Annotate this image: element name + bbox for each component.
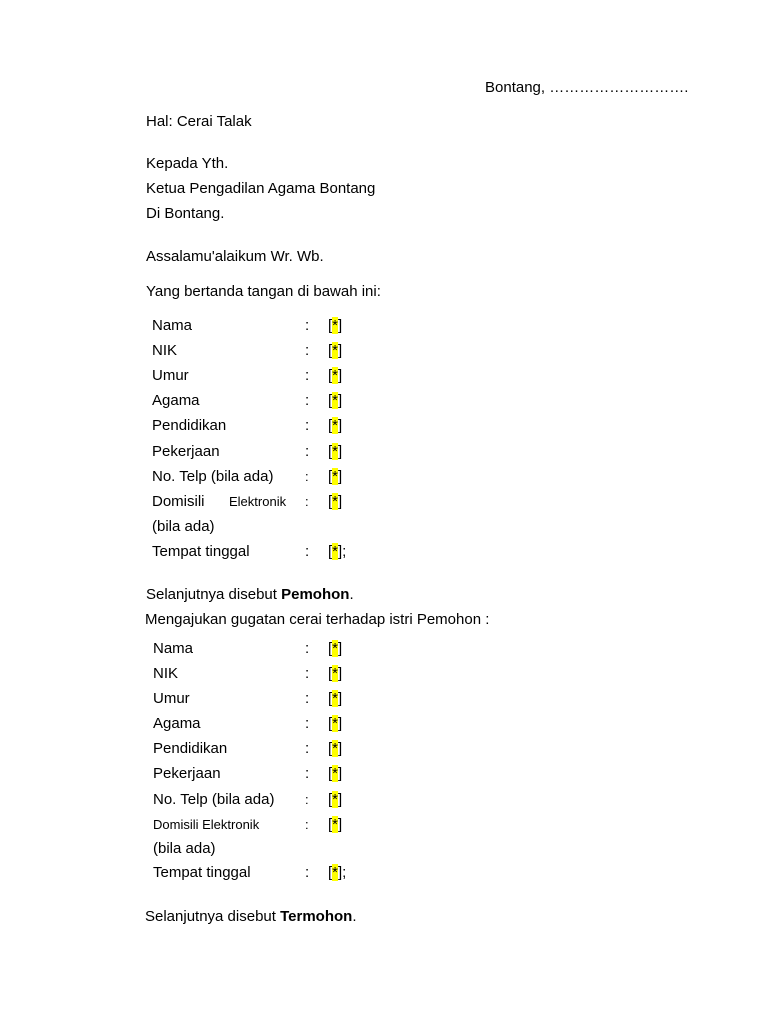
pemohon-label-telp: No. Telp (bila ada) <box>152 468 274 485</box>
bracket-open: [ <box>328 317 333 334</box>
placeholder-mark: * <box>332 864 339 881</box>
pemohon-colon: : <box>305 417 310 434</box>
termohon-label-pendidikan: Pendidikan <box>153 740 228 757</box>
bracket-open: [ <box>328 392 333 409</box>
pemohon-value-umur <box>328 367 342 385</box>
termohon-value-pekerjaan <box>328 765 342 783</box>
pemohon-colon: : <box>305 443 310 460</box>
pemohon-value-nama <box>328 317 342 335</box>
bracket-open: [ <box>328 740 333 757</box>
termohon-colon: : <box>305 864 310 881</box>
bracket-close: ] <box>338 816 343 833</box>
closing-prefix: Selanjutnya disebut <box>146 586 282 603</box>
bracket-open: [ <box>328 715 333 732</box>
bracket-close: ] <box>338 443 343 460</box>
bracket-close: ]; <box>338 543 347 560</box>
pemohon-label-domisili-elektronik: Elektronik <box>229 494 287 509</box>
termohon-value-umur <box>328 690 342 708</box>
subject-line: Hal: Cerai Talak <box>146 113 252 130</box>
pemohon-label-nik: NIK <box>152 342 178 359</box>
termohon-colon: : <box>305 817 309 832</box>
bracket-open: [ <box>328 417 333 434</box>
termohon-closing <box>145 908 357 926</box>
placeholder-mark: * <box>332 765 339 782</box>
placeholder-mark: * <box>332 392 339 409</box>
termohon-colon: : <box>305 690 310 707</box>
pemohon-closing <box>146 586 354 604</box>
pemohon-colon: : <box>305 392 310 409</box>
termohon-colon: : <box>305 740 310 757</box>
pemohon-value-nik <box>328 342 342 360</box>
termohon-value-telp <box>328 791 342 809</box>
pemohon-label-tempat-tinggal: Tempat tinggal <box>152 543 250 560</box>
bracket-close: ] <box>338 690 343 707</box>
termohon-colon: : <box>305 640 310 657</box>
pemohon-colon: : <box>305 342 310 359</box>
pemohon-label-bila-ada: (bila ada) <box>152 518 215 535</box>
pemohon-colon: : <box>305 367 310 384</box>
bracket-close: ] <box>338 468 343 485</box>
transition-text: Mengajukan gugatan cerai terhadap istri Pemohon : <box>145 611 490 628</box>
bracket-open: [ <box>328 342 333 359</box>
placeholder-mark: * <box>332 715 339 732</box>
bracket-close: ] <box>338 791 343 808</box>
placeholder-mark: * <box>332 543 339 560</box>
termohon-label-nama: Nama <box>153 640 194 657</box>
pemohon-label-pekerjaan: Pekerjaan <box>152 443 220 460</box>
placeholder-mark: * <box>332 493 339 510</box>
place-date: Bontang, ………………………. <box>485 79 689 96</box>
closing-prefix: Selanjutnya disebut <box>145 908 281 925</box>
placeholder-mark: * <box>332 468 339 485</box>
termohon-label-tempat-tinggal: Tempat tinggal <box>153 864 251 881</box>
termohon-label-domisili-elektronik: Domisili Elektronik <box>153 817 260 832</box>
placeholder-mark: * <box>332 791 339 808</box>
intro-text: Yang bertanda tangan di bawah ini: <box>146 283 381 300</box>
closing-bold-term: Termohon <box>280 908 353 925</box>
placeholder-mark: * <box>332 740 339 757</box>
termohon-label-pekerjaan: Pekerjaan <box>153 765 221 782</box>
closing-suffix: . <box>352 908 357 925</box>
recipient-line-3: Di Bontang. <box>146 205 225 222</box>
placeholder-mark: * <box>332 417 339 434</box>
pemohon-label-nama: Nama <box>152 317 193 334</box>
placeholder-mark: * <box>332 816 339 833</box>
termohon-value-agama <box>328 715 342 733</box>
placeholder-mark: * <box>332 690 339 707</box>
pemohon-label-agama: Agama <box>152 392 200 409</box>
pemohon-label-pendidikan: Pendidikan <box>152 417 227 434</box>
placeholder-mark: * <box>332 665 339 682</box>
closing-bold-term: Pemohon <box>281 586 350 603</box>
termohon-label-nik: NIK <box>153 665 179 682</box>
bracket-close: ] <box>338 317 343 334</box>
termohon-value-nik <box>328 665 342 683</box>
termohon-label-umur: Umur <box>153 690 190 707</box>
bracket-open: [ <box>328 665 333 682</box>
greeting: Assalamu'alaikum Wr. Wb. <box>146 248 324 265</box>
bracket-open: [ <box>328 864 333 881</box>
pemohon-colon: : <box>305 469 309 484</box>
bracket-close: ] <box>338 367 343 384</box>
placeholder-mark: * <box>332 640 339 657</box>
placeholder-mark: * <box>332 342 339 359</box>
bracket-open: [ <box>328 493 333 510</box>
closing-suffix: . <box>349 586 354 603</box>
termohon-label-telp: No. Telp (bila ada) <box>153 791 275 808</box>
bracket-open: [ <box>328 765 333 782</box>
recipient-line-1: Kepada Yth. <box>146 155 229 172</box>
bracket-close: ] <box>338 342 343 359</box>
termohon-label-bila-ada: (bila ada) <box>153 840 216 857</box>
bracket-close: ] <box>338 740 343 757</box>
pemohon-value-pekerjaan <box>328 443 342 461</box>
termohon-colon: : <box>305 665 310 682</box>
pemohon-value-pendidikan <box>328 417 342 435</box>
bracket-close: ] <box>338 665 343 682</box>
termohon-colon: : <box>305 765 310 782</box>
termohon-colon: : <box>305 715 310 732</box>
termohon-value-nama <box>328 640 342 658</box>
recipient-line-2: Ketua Pengadilan Agama Bontang <box>146 180 376 197</box>
termohon-colon: : <box>305 792 309 807</box>
pemohon-label-umur: Umur <box>152 367 189 384</box>
bracket-close: ] <box>338 493 343 510</box>
bracket-open: [ <box>328 816 333 833</box>
termohon-value-domisili <box>328 816 342 834</box>
placeholder-mark: * <box>332 317 339 334</box>
bracket-close: ]; <box>338 864 347 881</box>
pemohon-colon: : <box>305 494 309 509</box>
bracket-open: [ <box>328 367 333 384</box>
bracket-close: ] <box>338 392 343 409</box>
termohon-value-pendidikan <box>328 740 342 758</box>
bracket-close: ] <box>338 640 343 657</box>
bracket-close: ] <box>338 715 343 732</box>
bracket-close: ] <box>338 765 343 782</box>
bracket-close: ] <box>338 417 343 434</box>
bracket-open: [ <box>328 791 333 808</box>
bracket-open: [ <box>328 690 333 707</box>
pemohon-value-tempat-tinggal <box>328 543 346 561</box>
pemohon-colon: : <box>305 543 310 560</box>
bracket-open: [ <box>328 543 333 560</box>
pemohon-value-agama <box>328 392 342 410</box>
pemohon-colon: : <box>305 317 310 334</box>
bracket-open: [ <box>328 640 333 657</box>
bracket-open: [ <box>328 443 333 460</box>
termohon-value-tempat-tinggal <box>328 864 346 882</box>
placeholder-mark: * <box>332 367 339 384</box>
termohon-label-agama: Agama <box>153 715 201 732</box>
pemohon-value-domisili <box>328 493 342 511</box>
pemohon-value-telp <box>328 468 342 486</box>
pemohon-label-domisili: Domisili <box>152 493 205 510</box>
bracket-open: [ <box>328 468 333 485</box>
placeholder-mark: * <box>332 443 339 460</box>
